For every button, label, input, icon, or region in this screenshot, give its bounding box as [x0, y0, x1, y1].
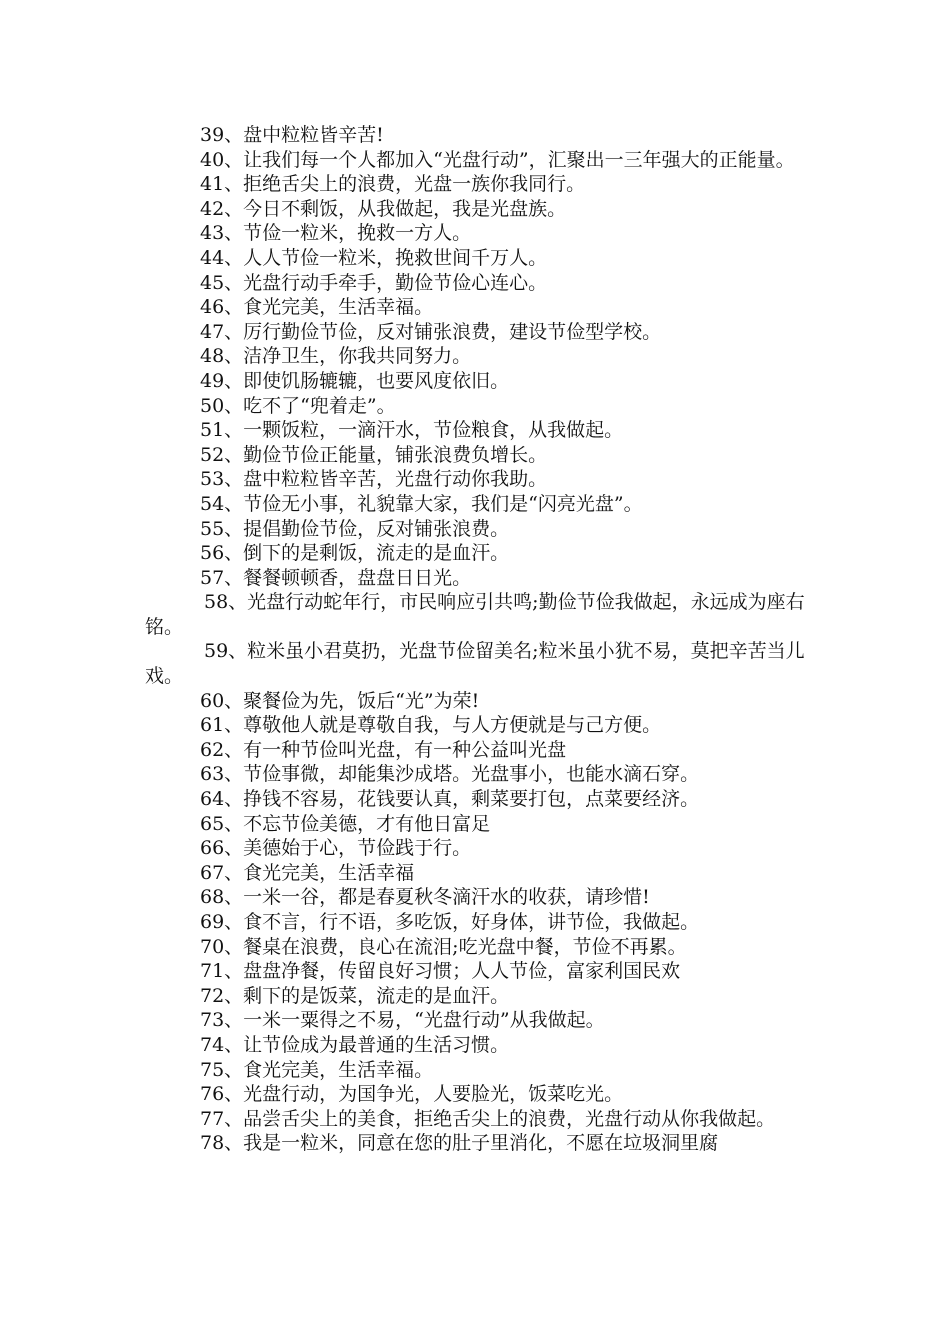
slogan-item: 65、不忘节俭美德，才有他日富足 [200, 812, 491, 835]
slogan-item: 51、一颗饭粒，一滴汗水，节俭粮食，从我做起。 [200, 419, 624, 442]
slogan-item: 58、光盘行动蛇年行，市民响应引共鸣;勤俭节俭我做起，永远成为座右铭。 [145, 591, 805, 638]
slogan-item: 77、品尝舌尖上的美食，拒绝舌尖上的浪费，光盘行动从你我做起。 [200, 1107, 776, 1130]
slogan-item: 56、倒下的是剩饭，流走的是血汗。 [200, 542, 510, 565]
slogan-item: 46、食光完美，生活幸福。 [200, 296, 434, 319]
slogan-item: 64、挣钱不容易，花钱要认真，剩菜要打包，点菜要经济。 [200, 788, 700, 811]
slogan-item: 50、吃不了“兜着走”。 [200, 394, 396, 417]
slogan-item: 74、让节俭成为最普通的生活习惯。 [200, 1033, 510, 1056]
slogan-item: 54、节俭无小事，礼貌靠大家，我们是“闪亮光盘”。 [200, 492, 643, 515]
slogan-item: 57、餐餐顿顿香，盘盘日日光。 [200, 566, 472, 589]
slogan-item: 63、节俭事微，却能集沙成塔。光盘事小，也能水滴石穿。 [200, 763, 700, 786]
slogan-item: 52、勤俭节俭正能量，铺张浪费负增长。 [200, 443, 548, 466]
slogan-item: 55、提倡勤俭节俭，反对铺张浪费。 [200, 517, 510, 540]
slogan-item: 71、盘盘净餐，传留良好习惯；人人节俭，富家利国民欢 [200, 960, 681, 983]
slogan-item: 76、光盘行动，为国争光，人要脸光，饭菜吃光。 [200, 1083, 624, 1106]
slogan-item: 44、人人节俭一粒米，挽救世间千万人。 [200, 246, 548, 269]
slogan-item: 47、厉行勤俭节俭，反对铺张浪费，建设节俭型学校。 [200, 320, 662, 343]
slogan-item: 39、盘中粒粒皆辛苦! [200, 124, 384, 146]
slogan-item: 72、剩下的是饭菜，流走的是血汗。 [200, 984, 510, 1007]
slogan-item: 42、今日不剩饭，从我做起，我是光盘族。 [200, 197, 567, 220]
slogan-item: 73、一米一粟得之不易，“光盘行动”从我做起。 [200, 1009, 605, 1032]
slogan-item: 40、让我们每一个人都加入“光盘行动”，汇聚出一三年强大的正能量。 [200, 148, 795, 171]
slogan-item: 69、食不言，行不语，多吃饭，好身体，讲节俭，我做起。 [200, 911, 700, 933]
slogan-item: 41、拒绝舌尖上的浪费，光盘一族你我同行。 [200, 173, 586, 196]
slogan-item: 53、盘中粒粒皆辛苦，光盘行动你我助。 [200, 468, 548, 491]
slogan-item: 48、洁净卫生，你我共同努力。 [200, 345, 472, 368]
slogan-item: 68、一米一谷，都是春夏秋冬滴汗水的收获，请珍惜! [200, 886, 650, 909]
slogan-item: 67、食光完美，生活幸福 [200, 861, 415, 884]
slogan-item: 70、餐桌在浪费，良心在流泪;吃光盘中餐，节俭不再累。 [200, 935, 687, 958]
slogan-item: 60、聚餐俭为先，饭后“光”为荣! [200, 689, 480, 712]
slogan-item: 43、节俭一粒米，挽救一方人。 [200, 222, 472, 245]
slogan-item: 78、我是一粒米，同意在您的肚子里消化，不愿在垃圾洞里腐 [200, 1132, 719, 1155]
slogan-list [145, 123, 805, 1156]
slogan-item: 59、粒米虽小君莫扔，光盘节俭留美名;粒米虽小犹不易，莫把辛苦当儿戏。 [145, 640, 805, 688]
slogan-item: 49、即使饥肠辘辘，也要风度依旧。 [200, 369, 510, 392]
slogan-item: 66、美德始于心，节俭践于行。 [200, 837, 472, 860]
slogan-item: 61、尊敬他人就是尊敬自我，与人方便就是与己方便。 [200, 714, 662, 737]
slogan-item: 45、光盘行动手牵手，勤俭节俭心连心。 [200, 271, 548, 294]
slogan-item: 62、有一种节俭叫光盘，有一种公益叫光盘 [200, 738, 567, 761]
slogan-item: 75、食光完美，生活幸福。 [200, 1058, 434, 1081]
